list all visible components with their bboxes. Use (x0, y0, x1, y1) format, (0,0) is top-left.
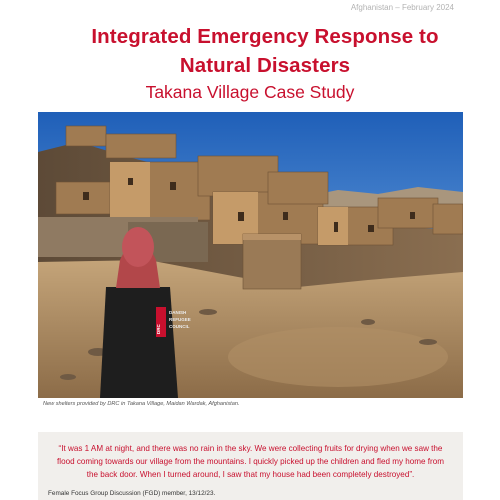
jacket-logo: DRC (156, 324, 161, 334)
photo-caption: New shelters provided by DRC in Takana Village, Maidan Wardak, Afghanistan. (43, 401, 240, 407)
quote-text: “It was 1 AM at night, and there was no rain in the sky. We were collecting fruits for drying when we saw the flood coming towards our village from the mountains. I quickly picked up the children and fled my home from the back door. When I turned around, I saw that my house had been completely destroyed”. (57, 444, 444, 479)
title-line-2: Natural Disasters (179, 54, 351, 77)
document-title (0, 22, 500, 80)
document-header-meta: Afghanistan – February 2024 (350, 3, 454, 12)
jacket-text-line-2: REFUGEE (169, 317, 191, 322)
title-line-1: Integrated Emergency Response to (91, 25, 439, 48)
quote-box (38, 432, 463, 500)
jacket-text-line-3: COUNCIL (169, 324, 190, 329)
quote-attribution: Female Focus Group Discussion (FGD) member, 13/12/23. (48, 490, 216, 497)
jacket-text-line-1: DANISH (169, 310, 187, 315)
document-subtitle: Takana Village Case Study (145, 82, 355, 102)
village-photo (38, 112, 463, 398)
